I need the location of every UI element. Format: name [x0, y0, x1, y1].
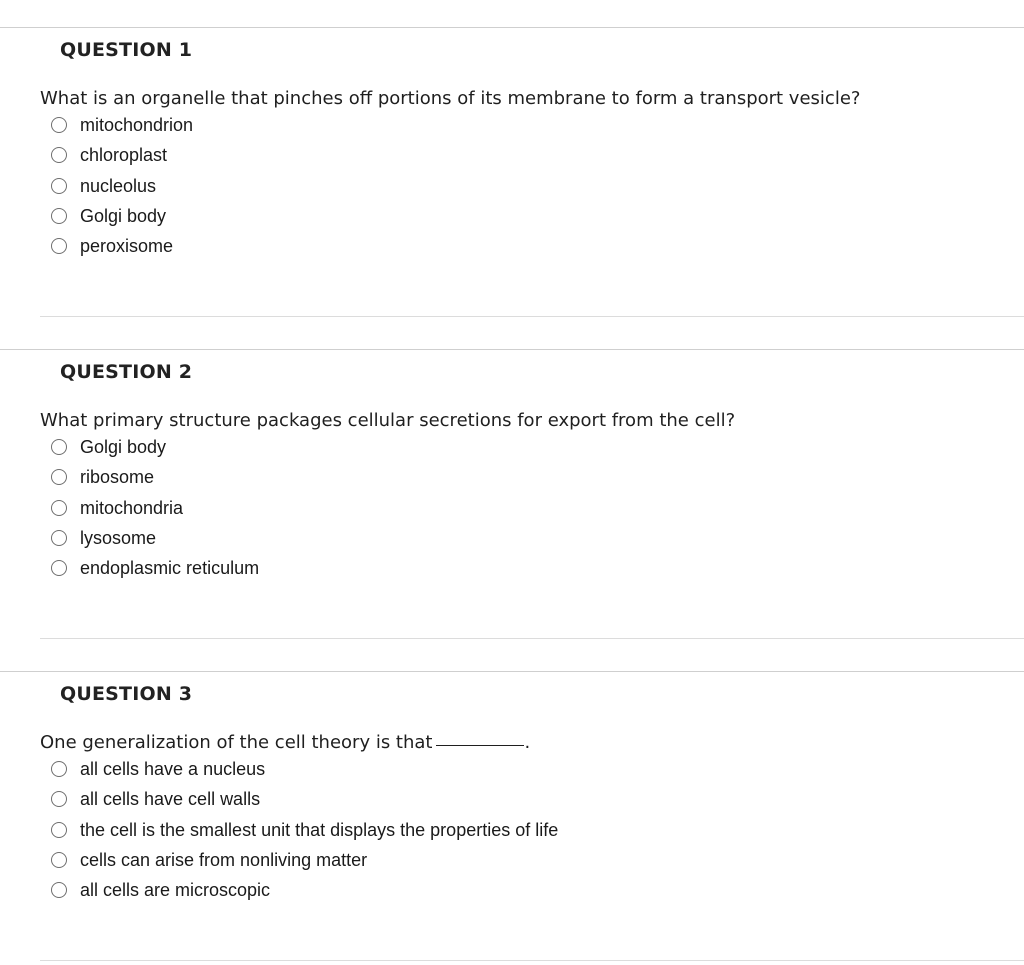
radio-button[interactable] — [51, 178, 67, 194]
answer-option — [0, 176, 1024, 206]
answer-label[interactable]: mitochondrion — [80, 115, 194, 135]
answer-option — [0, 820, 1024, 850]
answer-label[interactable]: all cells are microscopic — [80, 880, 271, 901]
question-divider — [0, 349, 1024, 350]
answer-label[interactable]: peroxisome — [80, 236, 174, 257]
question-prompt: What primary structure packages cellular secretions for export from the cell? — [40, 410, 736, 431]
answer-option — [0, 789, 1024, 819]
radio-button[interactable] — [51, 469, 67, 485]
answer-label[interactable]: nucleolus — [80, 175, 157, 196]
question-text — [40, 732, 530, 754]
fill-in-blank — [436, 744, 524, 746]
answer-option — [0, 206, 1024, 236]
answer-label[interactable]: endoplasmic reticulum — [80, 558, 260, 579]
answer-option — [0, 528, 1024, 558]
answer-label[interactable]: all cells have cell walls — [80, 789, 261, 810]
question-prompt: What is an organelle that pinches off portions of its membrane to form a transport vesicle? — [40, 88, 861, 109]
answer-options — [0, 437, 1024, 588]
question-separator — [40, 960, 1024, 961]
answer-label[interactable]: Golgi body — [80, 205, 167, 226]
answer-options — [0, 759, 1024, 910]
question-separator — [40, 316, 1024, 317]
answer-options — [0, 115, 1024, 266]
question-heading: QUESTION 2 — [60, 361, 193, 383]
question-separator — [40, 638, 1024, 639]
radio-button[interactable] — [51, 791, 67, 807]
radio-button[interactable] — [51, 147, 67, 163]
answer-option — [0, 145, 1024, 175]
radio-button[interactable] — [51, 238, 67, 254]
answer-label[interactable]: the cell is the smallest unit that displays the properties of life — [80, 819, 559, 840]
answer-option — [0, 437, 1024, 467]
answer-option — [0, 850, 1024, 880]
answer-label[interactable]: lysosome — [80, 527, 157, 548]
question-heading: QUESTION 1 — [60, 39, 193, 61]
answer-option — [0, 236, 1024, 266]
radio-button[interactable] — [51, 852, 67, 868]
answer-option — [0, 558, 1024, 588]
question-prompt-end: . — [524, 732, 531, 753]
radio-button[interactable] — [51, 117, 67, 133]
question-divider — [0, 27, 1024, 28]
answer-label[interactable]: cells can arise from nonliving matter — [80, 849, 368, 870]
radio-button[interactable] — [51, 882, 67, 898]
answer-option — [0, 759, 1024, 789]
radio-button[interactable] — [51, 822, 67, 838]
radio-button[interactable] — [51, 560, 67, 576]
answer-label[interactable]: all cells have a nucleus — [80, 759, 266, 779]
radio-button[interactable] — [51, 530, 67, 546]
question-heading: QUESTION 3 — [60, 683, 193, 705]
question-text — [40, 88, 860, 110]
question-divider — [0, 671, 1024, 672]
radio-button[interactable] — [51, 208, 67, 224]
answer-label[interactable]: ribosome — [80, 467, 155, 488]
radio-button[interactable] — [51, 439, 67, 455]
answer-option — [0, 115, 1024, 145]
answer-option — [0, 880, 1024, 910]
radio-button[interactable] — [51, 500, 67, 516]
answer-label[interactable]: mitochondria — [80, 497, 184, 518]
answer-option — [0, 498, 1024, 528]
answer-label[interactable]: Golgi body — [80, 437, 167, 457]
answer-label[interactable]: chloroplast — [80, 145, 168, 166]
answer-option — [0, 467, 1024, 497]
question-prompt: One generalization of the cell theory is that — [40, 732, 433, 753]
radio-button[interactable] — [51, 761, 67, 777]
question-text — [40, 410, 735, 432]
